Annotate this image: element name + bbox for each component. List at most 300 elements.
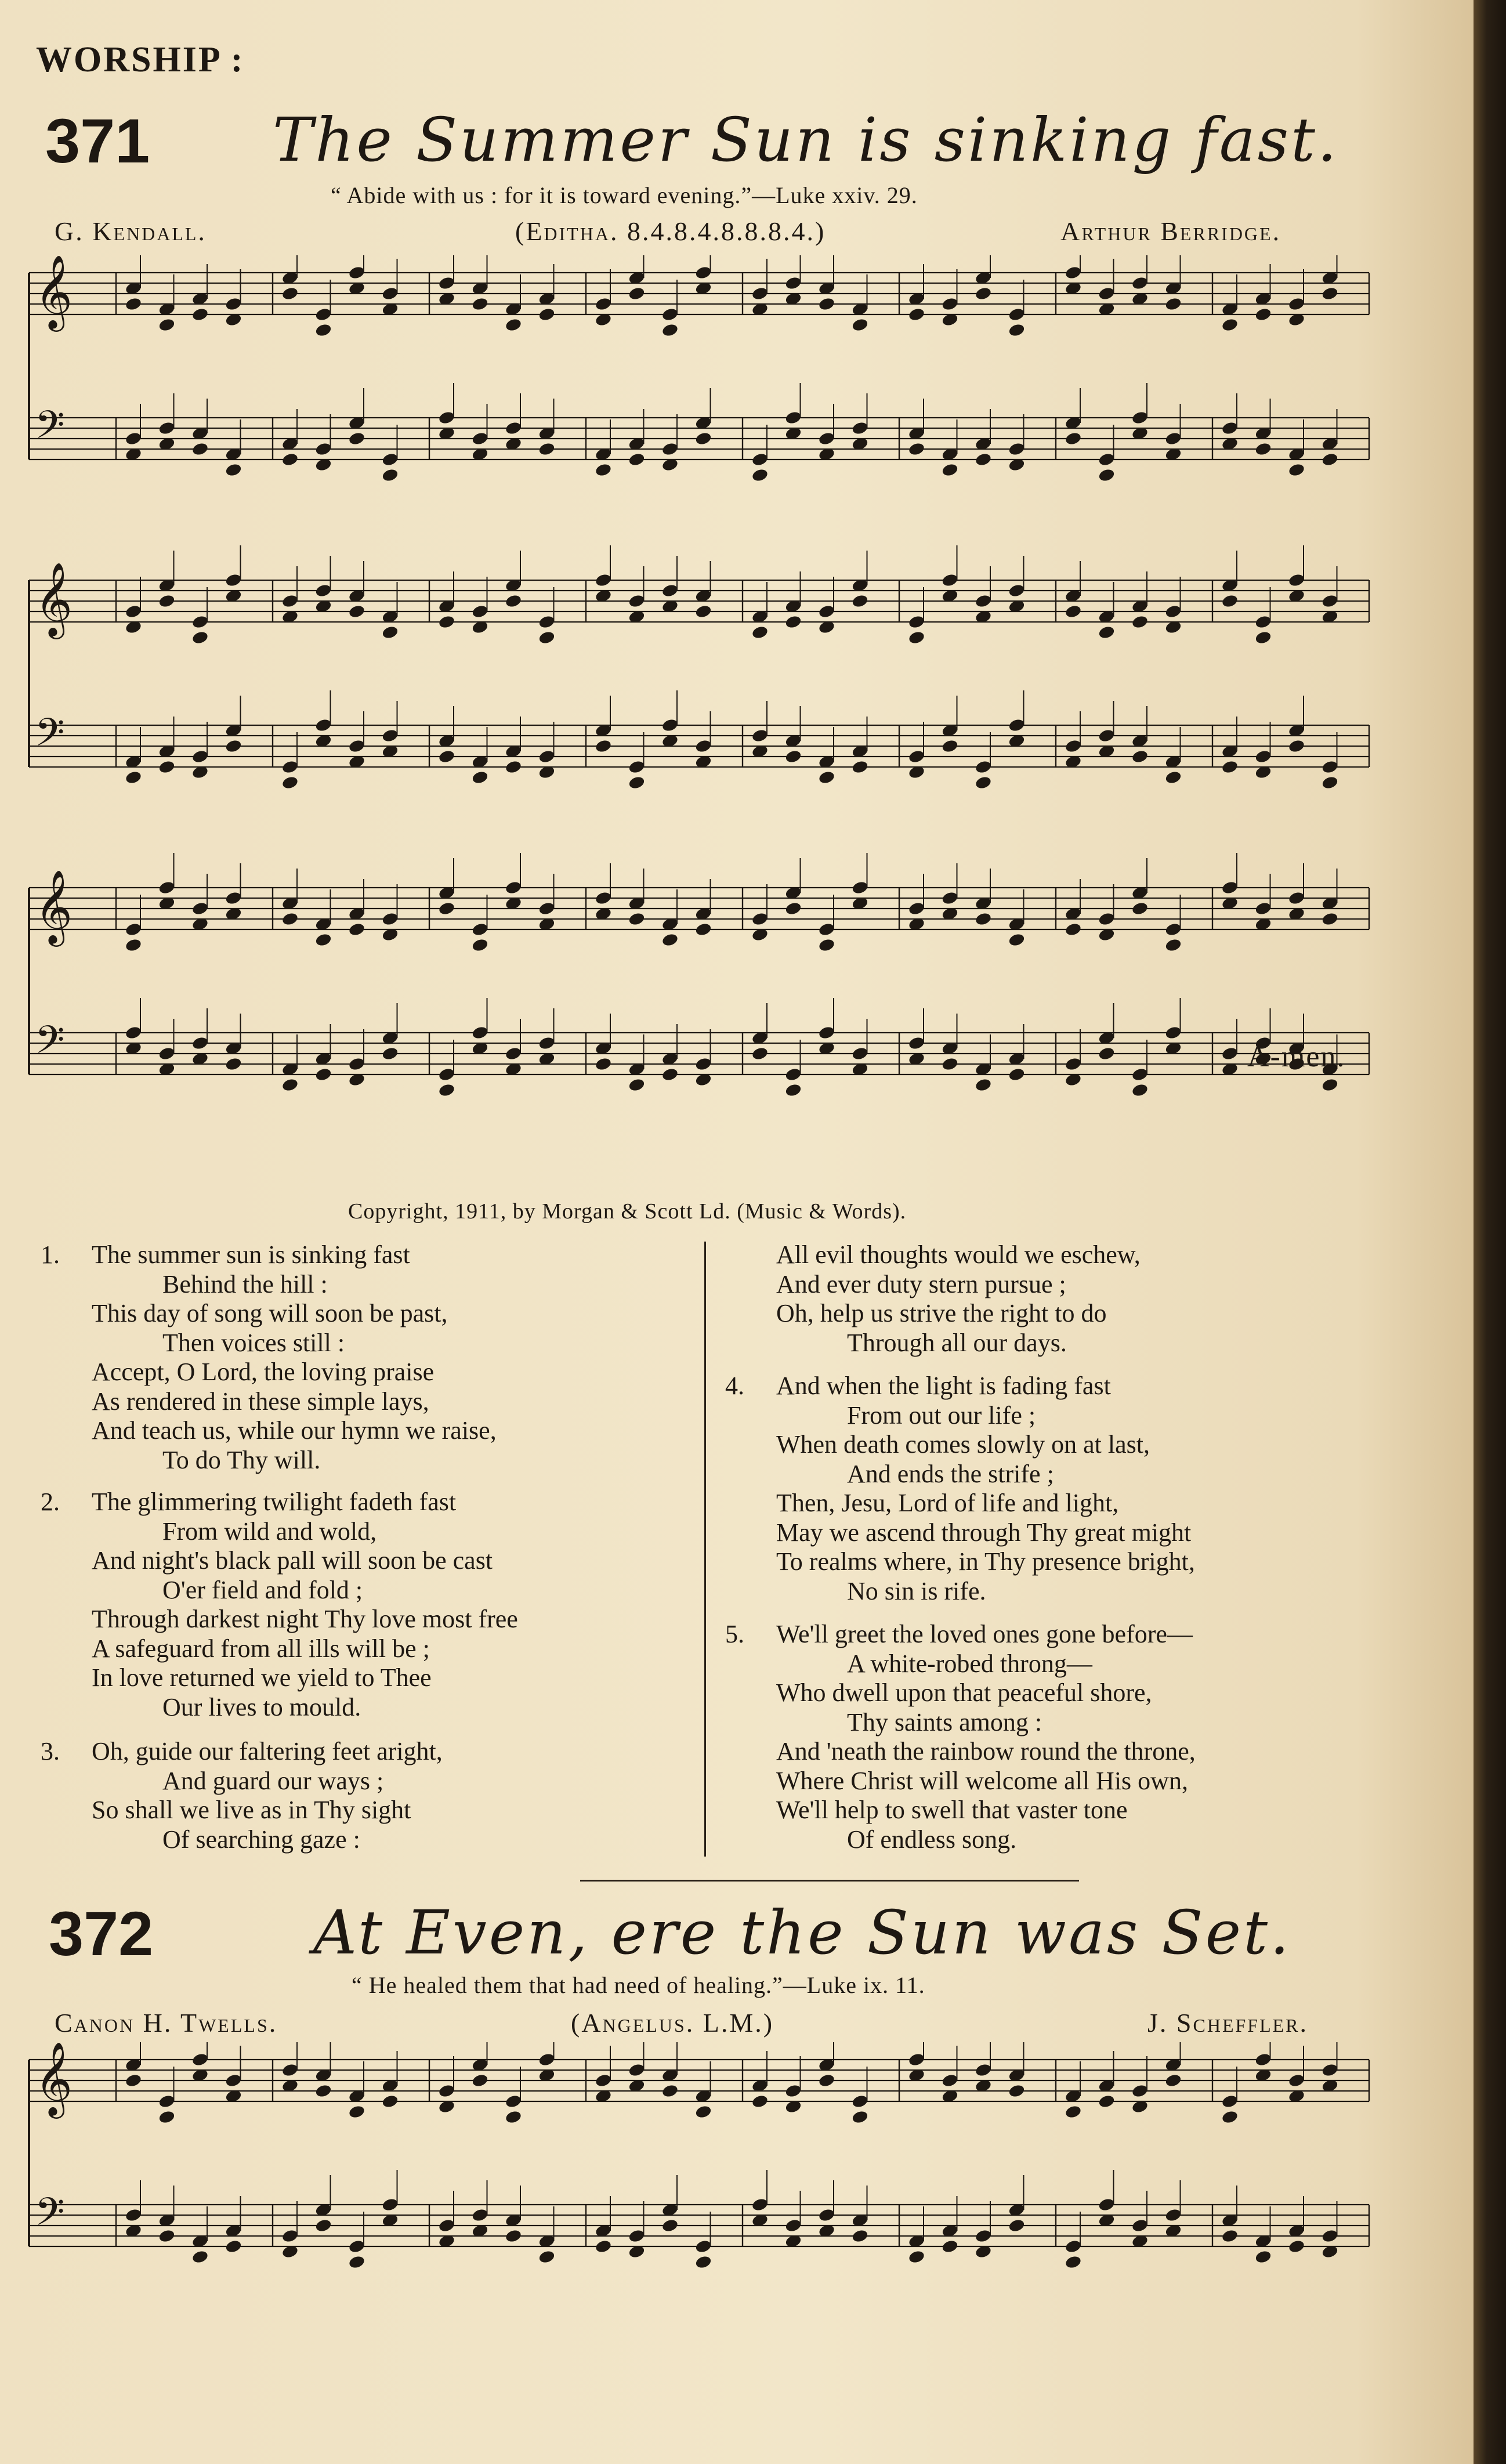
verse-line: In love returned we yield to Thee (92, 1663, 432, 1692)
note-head (784, 749, 802, 764)
verse-line: Oh, help us strive the right to do (776, 1299, 1107, 1327)
note-head (784, 1083, 802, 1098)
note-head (975, 2228, 993, 2244)
verse-3 (41, 1737, 443, 1854)
note-head (661, 323, 679, 338)
note-head (595, 296, 613, 312)
verse-number: 4. (725, 1372, 744, 1400)
note-head (751, 625, 769, 640)
note-head (851, 2094, 869, 2109)
verse-2 (41, 1488, 518, 1722)
note-head (471, 296, 489, 312)
hymn-separator (580, 1880, 1079, 1882)
note-head (438, 2218, 456, 2233)
note-head (661, 583, 679, 598)
note-head (818, 2073, 836, 2088)
note-head (1131, 410, 1149, 425)
note-head (314, 2218, 332, 2233)
verse-line: And teach us, while our hymn we raise, (92, 1416, 497, 1445)
note-head (1131, 614, 1149, 629)
verse-line: The summer sun is sinking fast (92, 1240, 410, 1269)
note-head (628, 2063, 646, 2078)
note-head (158, 317, 176, 332)
note-head (125, 2208, 143, 2223)
note-head (125, 2073, 143, 2088)
note-head (191, 630, 209, 645)
note-head (1008, 2083, 1026, 2098)
verse-number: 1. (41, 1240, 60, 1269)
note-head (941, 891, 959, 906)
note-head (851, 317, 869, 332)
note-head (1288, 2239, 1306, 2254)
note-head (908, 614, 926, 629)
note-head (661, 932, 679, 947)
note-head (1065, 1056, 1083, 1072)
verse-line: As rendered in these simple lays, (92, 1387, 429, 1416)
note-head (381, 1046, 399, 1061)
verse-line: Of endless song. (847, 1825, 1017, 1854)
note-head (281, 911, 299, 927)
note-head (1065, 2104, 1083, 2119)
bass-clef: 𝄢 (35, 710, 65, 764)
note-head (1131, 2218, 1149, 2233)
hymn-372-author: J. Scheffler. (1147, 2008, 1309, 2038)
note-head (1321, 2228, 1339, 2244)
note-head (281, 759, 299, 775)
note-head (851, 594, 869, 609)
note-head (505, 2110, 523, 2125)
note-head (1221, 880, 1239, 895)
note-head (751, 728, 769, 743)
note-head (784, 2218, 802, 2233)
note-head (348, 604, 366, 619)
note-head (1098, 1046, 1116, 1061)
treble-clef: 𝄞 (35, 255, 73, 328)
note-head (1131, 1067, 1149, 1082)
note-head (851, 1046, 869, 1061)
note-head (438, 614, 456, 629)
note-head (751, 2197, 769, 2212)
note-head (661, 442, 679, 457)
note-head (751, 286, 769, 301)
note-head (381, 2094, 399, 2109)
verse-line: When death comes slowly on at last, (776, 1430, 1150, 1459)
note-head (505, 759, 523, 775)
note-head (281, 1077, 299, 1092)
note-head (438, 2083, 456, 2098)
note-head (1131, 1083, 1149, 1098)
note-head (158, 594, 176, 609)
note-head (1321, 1077, 1339, 1092)
note-head (694, 739, 712, 754)
note-head (941, 739, 959, 754)
note-head (438, 749, 456, 764)
note-head (784, 276, 802, 291)
note-head (595, 739, 613, 754)
verse-line: And 'neath the rainbow round the throne, (776, 1737, 1196, 1765)
note-head (1254, 442, 1272, 457)
note-head (471, 922, 489, 937)
note-head (908, 442, 926, 457)
note-head (538, 2052, 556, 2067)
verse-line: To do Thy will. (162, 1445, 321, 1474)
note-head (628, 759, 646, 775)
note-head (471, 1025, 489, 1040)
note-head (941, 2239, 959, 2254)
note-head (661, 2218, 679, 2233)
hymn-371-score (17, 255, 1386, 1207)
hymn-372-tune: (Angelus. L.M.) (571, 2008, 774, 2038)
note-head (1164, 1025, 1182, 1040)
note-head (1008, 2218, 1026, 2233)
note-head (751, 2094, 769, 2109)
note-head (225, 2073, 242, 2088)
note-head (941, 2073, 959, 2088)
note-head (1254, 614, 1272, 629)
note-head (851, 2110, 869, 2125)
note-head (438, 276, 456, 291)
note-head (1098, 2197, 1116, 2212)
note-head (225, 2239, 242, 2254)
note-head (694, 265, 712, 280)
note-head (818, 431, 836, 446)
note-head (751, 468, 769, 483)
note-head (595, 1056, 613, 1072)
note-head (438, 901, 456, 916)
verse-line: This day of song will soon be past, (92, 1299, 448, 1327)
note-head (1065, 265, 1083, 280)
verse-number: 3. (41, 1737, 60, 1765)
verse-line: Then, Jesu, Lord of life and light, (776, 1489, 1119, 1517)
note-head (281, 775, 299, 790)
note-head (125, 604, 143, 619)
note-head (908, 749, 926, 764)
note-head (281, 452, 299, 467)
verse-line: Behind the hill : (162, 1269, 328, 1298)
hymn-372-number: 372 (49, 1898, 154, 1969)
note-head (818, 296, 836, 312)
note-head (1254, 630, 1272, 645)
note-head (471, 2073, 489, 2088)
note-head (538, 2249, 556, 2264)
verse-line: Who dwell upon that peaceful shore, (776, 1678, 1152, 1707)
note-head (125, 1025, 143, 1040)
hymn-372-quote: “ He healed them that had need of healing.”—Luke ix. 11. (352, 1972, 925, 1998)
note-head (158, 2094, 176, 2109)
note-head (505, 317, 523, 332)
note-head (471, 604, 489, 619)
note-head (941, 462, 959, 477)
note-head (538, 749, 556, 764)
hymn-371-title: The Summer Sun is sinking fast. (273, 104, 1339, 175)
hymn-371-quote: “ Abide with us : for it is toward evening.”—Luke xxiv. 29. (331, 182, 918, 208)
note-head (1288, 2073, 1306, 2088)
note-head (908, 2249, 926, 2264)
verse-4 (725, 1372, 1195, 1606)
note-head (694, 2255, 712, 2270)
verse-line: So shall we live as in Thy sight (92, 1796, 411, 1824)
note-head (908, 307, 926, 322)
note-head (505, 880, 523, 895)
note-head (348, 2239, 366, 2254)
note-head (348, 1056, 366, 1072)
note-head (314, 718, 332, 733)
note-head (1065, 922, 1083, 937)
note-head (818, 770, 836, 785)
note-head (1131, 2083, 1149, 2098)
note-head (851, 421, 869, 436)
verse-line: Through darkest night Thy love most free (92, 1605, 518, 1633)
verse-line: We'll help to swell that vaster tone (776, 1796, 1128, 1824)
note-head (1098, 452, 1116, 467)
note-head (314, 932, 332, 947)
hymn-371-number: 371 (45, 106, 150, 176)
note-head (784, 410, 802, 425)
note-head (694, 922, 712, 937)
note-head (1164, 604, 1182, 619)
note-head (191, 442, 209, 457)
note-head (191, 1036, 209, 1051)
verse-line: To realms where, in Thy presence bright, (776, 1547, 1195, 1576)
verse-line: From wild and wold, (162, 1517, 377, 1546)
note-head (348, 922, 366, 937)
note-head (818, 604, 836, 619)
note-head (595, 2239, 613, 2254)
note-head (628, 2228, 646, 2244)
note-head (694, 2239, 712, 2254)
note-head (1098, 468, 1116, 483)
note-head (1288, 462, 1306, 477)
verse-line: Oh, guide our faltering feet aright, (92, 1737, 443, 1765)
note-head (1065, 739, 1083, 754)
note-head (1321, 594, 1339, 609)
hymn-371-composer: G. Kendall. (55, 216, 207, 246)
treble-clef: 𝄞 (35, 869, 73, 943)
note-head (908, 1036, 926, 1051)
note-head (1065, 604, 1083, 619)
verse-line: Then voices still : (162, 1328, 345, 1357)
note-head (191, 901, 209, 916)
note-head (1065, 431, 1083, 446)
hymn-372-score (17, 2042, 1386, 2321)
note-head (751, 1046, 769, 1061)
note-head (784, 614, 802, 629)
note-head (975, 2063, 993, 2078)
note-head (471, 2208, 489, 2223)
verse-line: And ends the strife ; (847, 1459, 1054, 1488)
note-head (694, 2104, 712, 2119)
note-head (694, 1056, 712, 1072)
note-head (314, 442, 332, 457)
note-head (784, 1067, 802, 1082)
note-head (125, 770, 143, 785)
verse-1 (41, 1240, 497, 1475)
note-head (1221, 2094, 1239, 2109)
verse-line: Thy saints among : (847, 1707, 1042, 1736)
note-head (438, 410, 456, 425)
note-head (595, 573, 613, 588)
note-head (1164, 2208, 1182, 2223)
note-head (1098, 625, 1116, 640)
note-head (281, 286, 299, 301)
note-head (191, 614, 209, 629)
verse-line: A white-robed throng— (847, 1649, 1092, 1678)
note-head (1098, 728, 1116, 743)
verse-line: Of searching gaze : (162, 1825, 360, 1854)
note-head (538, 442, 556, 457)
note-head (538, 630, 556, 645)
amen-text: A-men. (1247, 1040, 1346, 1073)
verse-3-continued (725, 1240, 1141, 1358)
copyright-notice: Copyright, 1911, by Morgan & Scott Ld. (Music & Words). (348, 1199, 907, 1224)
column-divider (704, 1242, 706, 1857)
note-head (628, 1077, 646, 1092)
verse-line: Accept, O Lord, the loving praise (92, 1358, 435, 1386)
note-head (1164, 922, 1182, 937)
note-head (381, 2197, 399, 2212)
verse-line: And when the light is fading fast (776, 1372, 1111, 1400)
note-head (225, 891, 242, 906)
verse-line: Our lives to mould. (162, 1692, 361, 1721)
note-head (1221, 594, 1239, 609)
note-head (1321, 911, 1339, 927)
note-head (818, 922, 836, 937)
verse-line: From out our life ; (847, 1401, 1036, 1430)
note-head (158, 421, 176, 436)
note-head (628, 594, 646, 609)
verse-number: 2. (41, 1488, 60, 1516)
note-head (381, 468, 399, 483)
note-head (225, 573, 242, 588)
note-head (1065, 2255, 1083, 2270)
verse-line: We'll greet the loved ones gone before— (776, 1620, 1193, 1648)
note-head (158, 2228, 176, 2244)
verse-line: And guard our ways ; (162, 1766, 384, 1795)
hymn-372-composer: Canon H. Twells. (55, 2008, 278, 2038)
verse-line: No sin is rife. (847, 1576, 986, 1605)
note-head (505, 1046, 523, 1061)
note-head (1254, 749, 1272, 764)
note-head (1131, 901, 1149, 916)
note-head (225, 739, 242, 754)
verse-line: A safeguard from all ills will be ; (92, 1634, 430, 1663)
note-head (281, 2228, 299, 2244)
hymn-372-title: At Even, ere the Sun was Set. (313, 1897, 1292, 1968)
verse-line: And night's black pall will soon be cast (92, 1546, 493, 1575)
note-head (1098, 2094, 1116, 2109)
note-head (1254, 901, 1272, 916)
note-head (628, 452, 646, 467)
note-head (1098, 286, 1116, 301)
note-head (538, 614, 556, 629)
note-head (191, 307, 209, 322)
page-edge (1474, 0, 1506, 2464)
note-head (941, 1056, 959, 1072)
note-head (784, 901, 802, 916)
note-head (1008, 323, 1026, 338)
note-head (538, 1036, 556, 1051)
note-head (694, 431, 712, 446)
note-head (851, 759, 869, 775)
bass-clef: 𝄢 (35, 2190, 65, 2244)
note-head (1164, 296, 1182, 312)
note-head (191, 2052, 209, 2067)
note-head (818, 2208, 836, 2223)
note-head (381, 286, 399, 301)
note-head (975, 286, 993, 301)
section-header: WORSHIP : (36, 40, 245, 79)
note-head (941, 573, 959, 588)
note-head (125, 431, 143, 446)
bass-clef: 𝄢 (35, 403, 65, 457)
verse-line: Through all our days. (847, 1328, 1067, 1357)
note-head (975, 1077, 993, 1092)
note-head (1221, 2110, 1239, 2125)
note-head (348, 265, 366, 280)
note-head (1131, 276, 1149, 291)
note-head (225, 1056, 242, 1072)
note-head (471, 938, 489, 953)
note-head (1008, 718, 1026, 733)
note-head (1221, 759, 1239, 775)
note-head (191, 2249, 209, 2264)
note-head (158, 1046, 176, 1061)
verse-line: Where Christ will welcome all His own, (776, 1766, 1188, 1795)
note-head (281, 594, 299, 609)
note-head (1065, 2239, 1083, 2254)
music-notation (17, 255, 1386, 1207)
note-head (1221, 1046, 1239, 1061)
note-head (348, 431, 366, 446)
note-head (1221, 421, 1239, 436)
note-head (595, 462, 613, 477)
note-head (348, 2104, 366, 2119)
note-head (975, 775, 993, 790)
note-head (818, 1025, 836, 1040)
note-head (975, 452, 993, 467)
note-head (1164, 431, 1182, 446)
note-head (975, 911, 993, 927)
note-head (1164, 2073, 1182, 2088)
note-head (595, 891, 613, 906)
note-head (225, 462, 242, 477)
note-head (1321, 2063, 1339, 2078)
note-head (348, 739, 366, 754)
note-head (1164, 770, 1182, 785)
note-head (661, 718, 679, 733)
note-head (438, 1083, 456, 1098)
note-head (505, 2228, 523, 2244)
note-head (191, 749, 209, 764)
note-head (628, 911, 646, 927)
note-head (908, 630, 926, 645)
note-head (784, 2083, 802, 2098)
note-head (1131, 749, 1149, 764)
note-head (1288, 573, 1306, 588)
note-head (158, 880, 176, 895)
note-head (1254, 2052, 1272, 2067)
note-head (908, 2052, 926, 2067)
note-head (1254, 307, 1272, 322)
note-head (1008, 307, 1026, 322)
note-head (225, 296, 242, 312)
hymn-371-tune: (Editha. 8.4.8.4.8.8.8.4.) (515, 216, 826, 246)
note-head (538, 307, 556, 322)
note-head (381, 452, 399, 467)
note-head (595, 2073, 613, 2088)
note-head (1321, 775, 1339, 790)
note-head (628, 286, 646, 301)
